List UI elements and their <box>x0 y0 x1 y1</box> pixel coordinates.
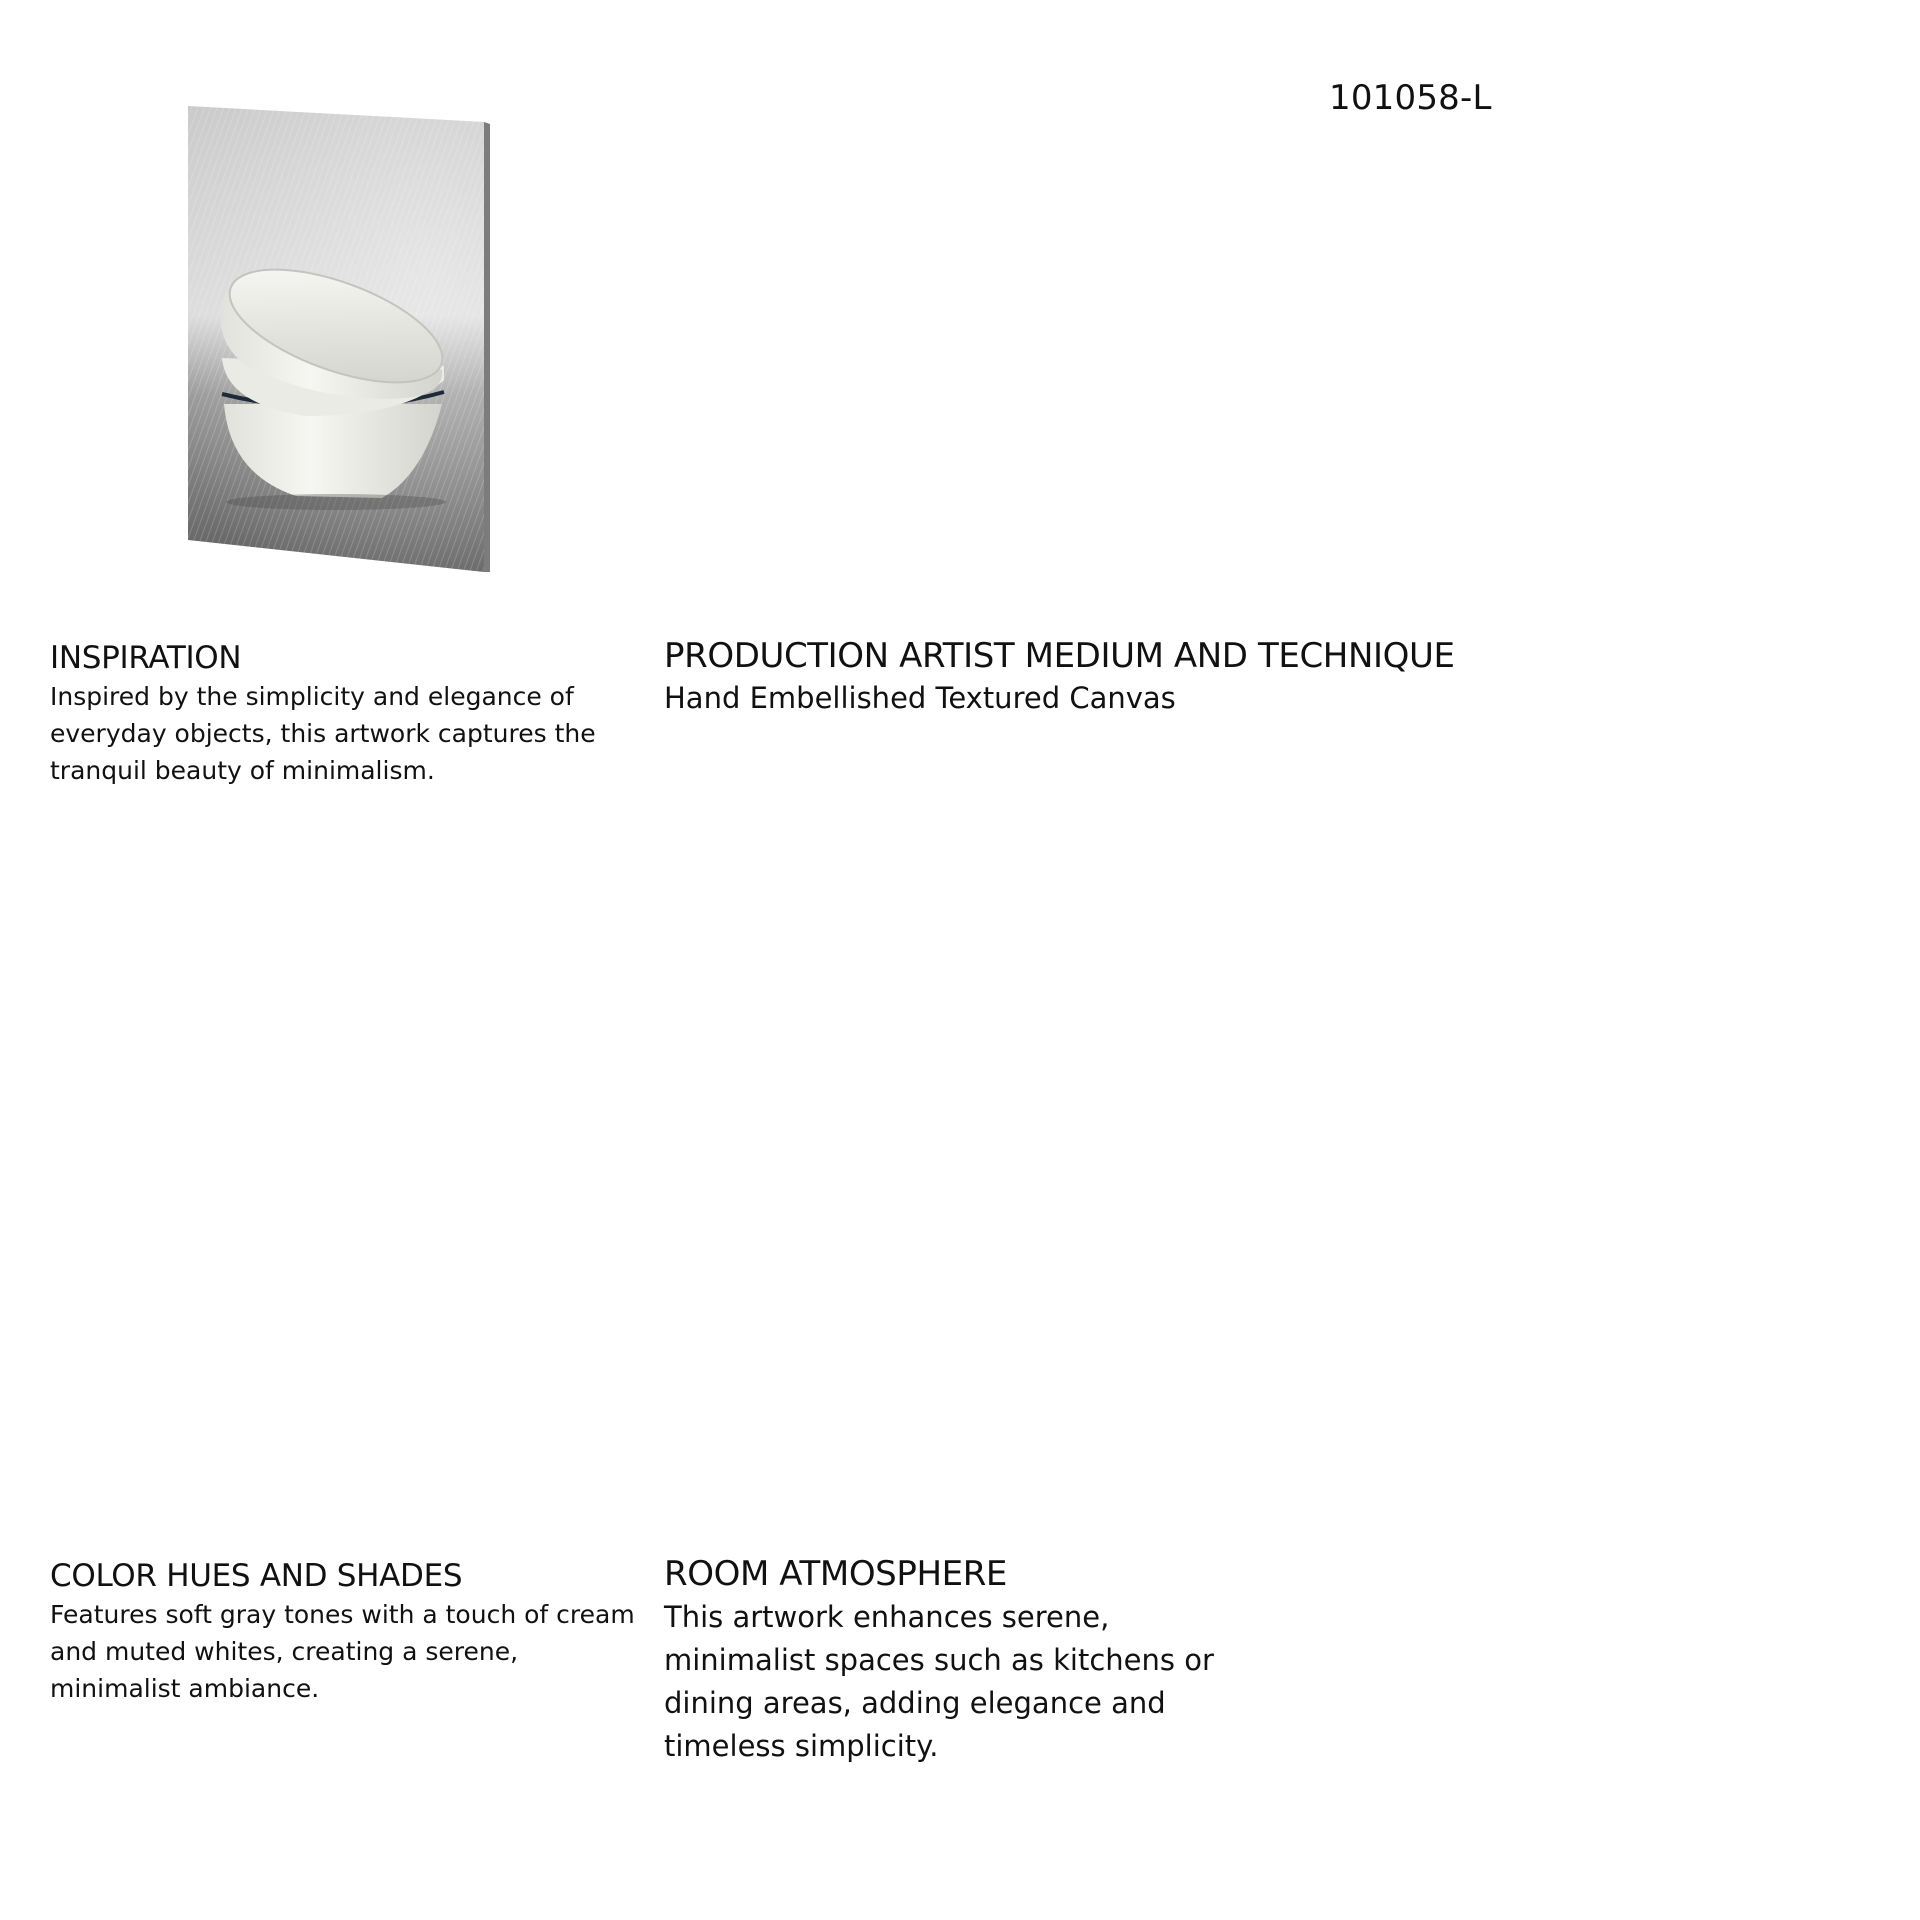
canvas-artwork <box>186 104 490 572</box>
room-atmosphere-section <box>664 1552 1224 1768</box>
inspiration-heading: INSPIRATION <box>50 640 242 676</box>
production-text: Hand Embellished Textured Canvas <box>664 681 1176 715</box>
production-section <box>664 634 1624 718</box>
color-section <box>50 1556 650 1707</box>
color-heading: COLOR HUES AND SHADES <box>50 1558 463 1594</box>
inspiration-text: Inspired by the simplicity and elegance of everyday objects, this artwork captures the tranquil beauty of minimalism. <box>50 682 596 785</box>
artwork-image <box>186 104 490 572</box>
color-text: Features soft gray tones with a touch of cream and muted whites, creating a serene, minimalist ambiance. <box>50 1600 635 1703</box>
room-text: This artwork enhances serene, minimalist spaces such as kitchens or dining areas, adding elegance and timeless simplicity. <box>664 1600 1214 1763</box>
room-heading: ROOM ATMOSPHERE <box>664 1554 1008 1594</box>
production-heading: PRODUCTION ARTIST MEDIUM AND TECHNIQUE <box>664 636 1455 676</box>
product-code: 101058-L <box>1329 78 1492 118</box>
inspiration-section <box>50 638 640 789</box>
